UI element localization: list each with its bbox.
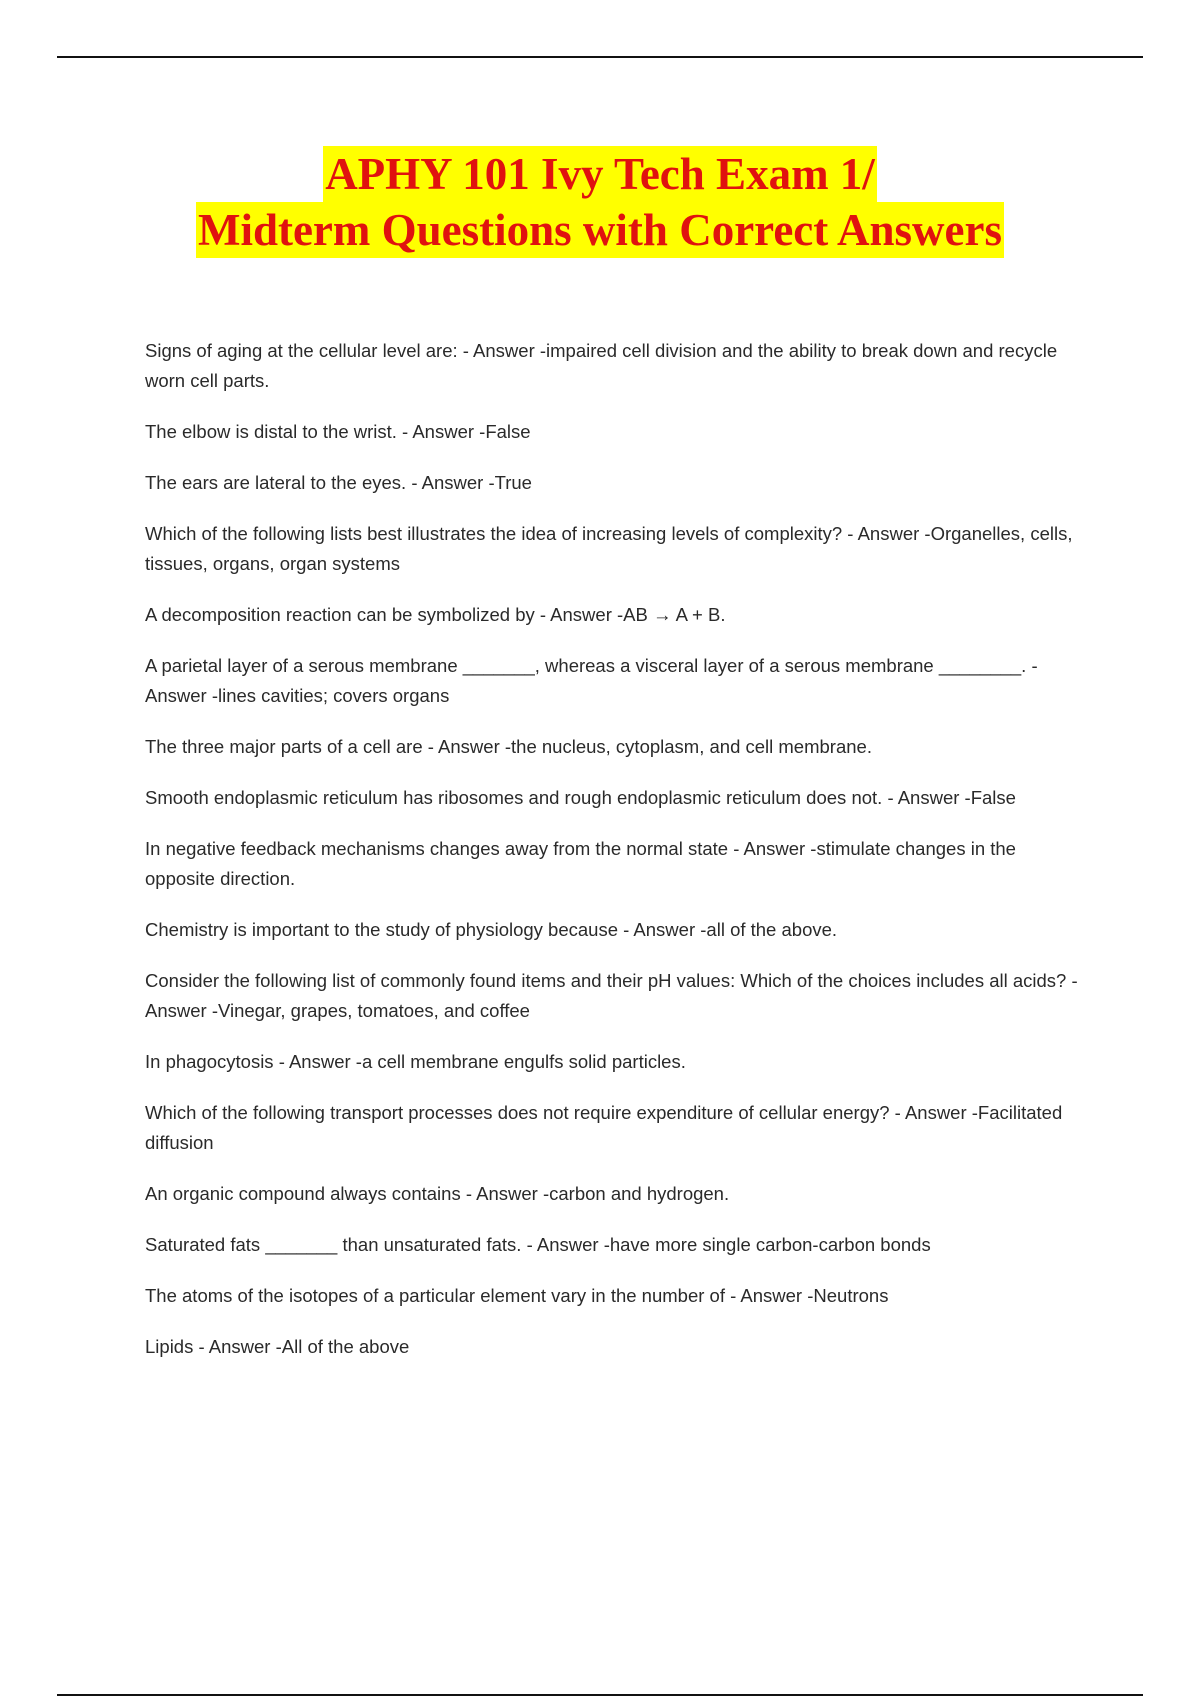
qa-item: Which of the following lists best illustrates the idea of increasing levels of complexity? - Answer -Organelles, cells, tissues, organs, organ systems: [145, 523, 1073, 574]
qa-item: Saturated fats _______ than unsaturated fats. - Answer -have more single carbon-carbon bonds: [145, 1234, 931, 1255]
qa-item: Signs of aging at the cellular level are: - Answer -impaired cell division and the ability to break down and recycle worn cell parts.: [145, 340, 1058, 391]
top-rule: [57, 56, 1143, 58]
qa-item: A parietal layer of a serous membrane _______, whereas a visceral layer of a serous membrane ________. - Answer -lines cavities; covers organs: [145, 655, 1038, 706]
qa-item: Smooth endoplasmic reticulum has ribosomes and rough endoplasmic reticulum does not. - Answer -False: [145, 787, 1016, 808]
qa-item: Lipids - Answer -All of the above: [145, 1336, 410, 1357]
qa-item: In negative feedback mechanisms changes away from the normal state - Answer -stimulate changes in the opposite direction.: [145, 838, 1016, 889]
document-title: [0, 146, 1200, 258]
qa-item: The atoms of the isotopes of a particular element vary in the number of - Answer -Neutrons: [145, 1285, 889, 1306]
qa-item: The ears are lateral to the eyes. - Answer -True: [145, 472, 532, 493]
qa-item: A decomposition reaction can be symbolized by - Answer -AB → A + B.: [145, 604, 726, 625]
title-line-2: Midterm Questions with Correct Answers: [196, 202, 1004, 258]
qa-item: Chemistry is important to the study of physiology because - Answer -all of the above.: [145, 919, 838, 940]
qa-item: The three major parts of a cell are - Answer -the nucleus, cytoplasm, and cell membrane.: [145, 736, 872, 757]
qa-item: Consider the following list of commonly found items and their pH values: Which of the choices includes all acids? - Answer -Vinegar, grapes, tomatoes, and coffee: [145, 970, 1078, 1021]
qa-item: An organic compound always contains - Answer -carbon and hydrogen.: [145, 1183, 730, 1204]
title-line-1: APHY 101 Ivy Tech Exam 1/: [323, 146, 877, 202]
qa-item: In phagocytosis - Answer -a cell membrane engulfs solid particles.: [145, 1051, 686, 1072]
qa-item: Which of the following transport processes does not require expenditure of cellular energy? - Answer -Facilitated diffusion: [145, 1102, 1063, 1153]
qa-item: The elbow is distal to the wrist. - Answer -False: [145, 421, 531, 442]
question-answer-list: [145, 336, 1080, 1383]
bottom-rule: [57, 1694, 1143, 1696]
